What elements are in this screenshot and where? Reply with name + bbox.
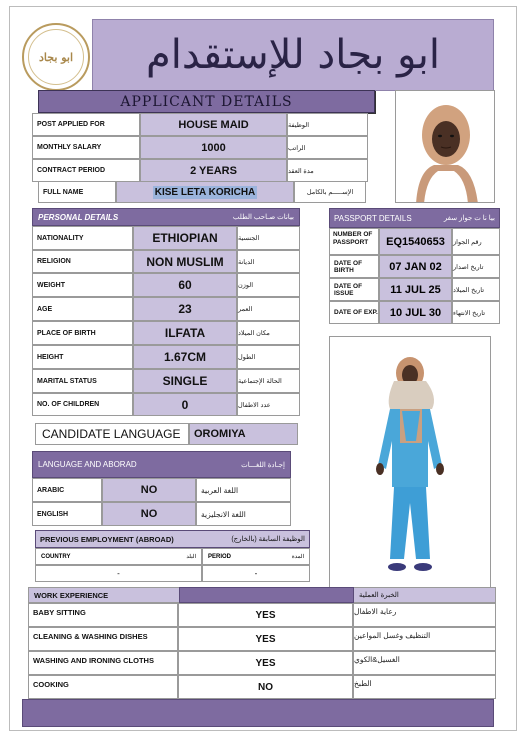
passport-value-0: EQ1540653 xyxy=(379,228,452,255)
job-table xyxy=(32,113,368,182)
agency-banner xyxy=(92,19,494,91)
work-experience-header: WORK EXPERIENCE الخبرة العملية xyxy=(28,587,496,603)
personal-details-header: PERSONAL DETAILS بيانات صـاحب الطلب xyxy=(32,208,300,226)
work-experience-table xyxy=(28,603,496,699)
work-ar-1: التنظيف وغسل المواعين xyxy=(353,627,496,651)
work-value-3: NO xyxy=(178,675,353,699)
candidate-language-label: CANDIDATE LANGUAGE xyxy=(35,423,189,445)
personal-value-7: 0 xyxy=(133,393,237,416)
previous-employment-period-head: PERIOD المدة xyxy=(202,548,310,565)
passport-label-1: DATE OF BIRTH xyxy=(329,255,379,278)
personal-ar-3: العمر xyxy=(237,297,300,321)
personal-value-1: NON MUSLIM xyxy=(133,250,237,273)
candidate-language-value: OROMIYA xyxy=(189,423,298,445)
personal-ar-4: مكان الميلاد xyxy=(237,321,300,345)
passport-details-header: PASSPORT DETAILS بيا نا ت جواز سفر xyxy=(329,208,500,228)
applicant-headshot xyxy=(395,90,495,203)
personal-ar-1: الديانة xyxy=(237,250,300,273)
passport-label-3: DATE OF EXP. xyxy=(329,301,379,324)
work-value-1: YES xyxy=(178,627,353,651)
passport-ar-0: رقم الجواز xyxy=(452,228,500,255)
language-value-0: NO xyxy=(102,478,196,502)
language-table xyxy=(32,478,291,526)
personal-ar-7: عدد الاطفال xyxy=(237,393,300,416)
language-ar-0: اللغة العربية xyxy=(196,478,291,502)
job-ar-0: الوظيفة xyxy=(287,113,368,136)
personal-label-3: AGE xyxy=(32,297,133,321)
full-name-value: KISE LETA KORICHA xyxy=(116,181,294,203)
applicant-details-title: APPLICANT DETAILS xyxy=(38,90,375,113)
passport-ar-2: تاريخ الميلاد xyxy=(452,278,500,301)
language-ar-1: اللغة الانجليزية xyxy=(196,502,291,526)
passport-table xyxy=(329,228,500,324)
personal-value-5: 1.67CM xyxy=(133,345,237,369)
previous-employment-country-head: COUNTRY البلد xyxy=(35,548,202,565)
personal-label-7: NO. OF CHILDREN xyxy=(32,393,133,416)
job-label-2: CONTRACT PERIOD xyxy=(32,159,140,182)
personal-value-3: 23 xyxy=(133,297,237,321)
personal-label-5: HEIGHT xyxy=(32,345,133,369)
passport-value-2: 11 JUL 25 xyxy=(379,278,452,301)
passport-value-1: 07 JAN 02 xyxy=(379,255,452,278)
personal-label-1: RELIGION xyxy=(32,250,133,273)
work-value-2: YES xyxy=(178,651,353,675)
personal-ar-5: الطول xyxy=(237,345,300,369)
personal-value-0: ETHIOPIAN xyxy=(133,226,237,250)
job-value-0: HOUSE MAID xyxy=(140,113,287,136)
previous-employment-header: PREVIOUS EMPLOYMENT (ABROAD) الوظيفة السابقة (بالخارج) xyxy=(35,530,310,548)
agency-name: ابو بجاد للإستقدام xyxy=(145,32,441,78)
personal-label-4: PLACE OF BIRTH xyxy=(32,321,133,345)
personal-table xyxy=(32,226,300,416)
previous-employment-period-value: - xyxy=(202,565,310,582)
personal-ar-0: الجنسية xyxy=(237,226,300,250)
passport-label-0: NUMBER OF PASSPORT xyxy=(329,228,379,255)
job-ar-1: الراتب xyxy=(287,136,368,159)
application-form xyxy=(9,6,517,731)
agency-logo xyxy=(22,23,90,91)
personal-value-2: 60 xyxy=(133,273,237,297)
work-label-0: BABY SITTING xyxy=(28,603,178,627)
personal-label-2: WEIGHT xyxy=(32,273,133,297)
personal-label-0: NATIONALITY xyxy=(32,226,133,250)
work-label-1: CLEANING & WASHING DISHES xyxy=(28,627,178,651)
work-label-2: WASHING AND IRONING CLOTHS xyxy=(28,651,178,675)
job-value-2: 2 YEARS xyxy=(140,159,287,182)
passport-ar-3: تاريخ الانتهاء xyxy=(452,301,500,324)
passport-label-2: DATE OF ISSUE xyxy=(329,278,379,301)
work-ar-2: الغسيل&الكوي xyxy=(353,651,496,675)
language-header: LANGUAGE AND ABORAD إجـادة اللغـــات xyxy=(32,451,291,478)
job-label-0: POST APPLIED FOR xyxy=(32,113,140,136)
personal-value-6: SINGLE xyxy=(133,369,237,393)
work-value-0: YES xyxy=(178,603,353,627)
personal-value-4: ILFATA xyxy=(133,321,237,345)
work-label-3: COOKING xyxy=(28,675,178,699)
footer-bar xyxy=(22,699,494,727)
work-ar-3: الطبخ xyxy=(353,675,496,699)
full-name-label: FULL NAME xyxy=(38,181,116,203)
job-value-1: 1000 xyxy=(140,136,287,159)
language-label-1: ENGLISH xyxy=(32,502,102,526)
work-ar-0: رعاية الاطفال xyxy=(353,603,496,627)
personal-ar-2: الوزن xyxy=(237,273,300,297)
language-label-0: ARABIC xyxy=(32,478,102,502)
personal-label-6: MARITAL STATUS xyxy=(32,369,133,393)
job-label-1: MONTHLY SALARY xyxy=(32,136,140,159)
language-value-1: NO xyxy=(102,502,196,526)
passport-ar-1: تاريخ اصدار xyxy=(452,255,500,278)
passport-value-3: 10 JUL 30 xyxy=(379,301,452,324)
applicant-full-photo xyxy=(329,336,491,588)
personal-ar-6: الحالة الإجتماعية xyxy=(237,369,300,393)
previous-employment-country-value: - xyxy=(35,565,202,582)
job-ar-2: مدة العقد xyxy=(287,159,368,182)
logo-mark: ابو بجاد xyxy=(38,50,74,64)
full-name-ar: الإســـــم بالكامل xyxy=(294,181,366,203)
